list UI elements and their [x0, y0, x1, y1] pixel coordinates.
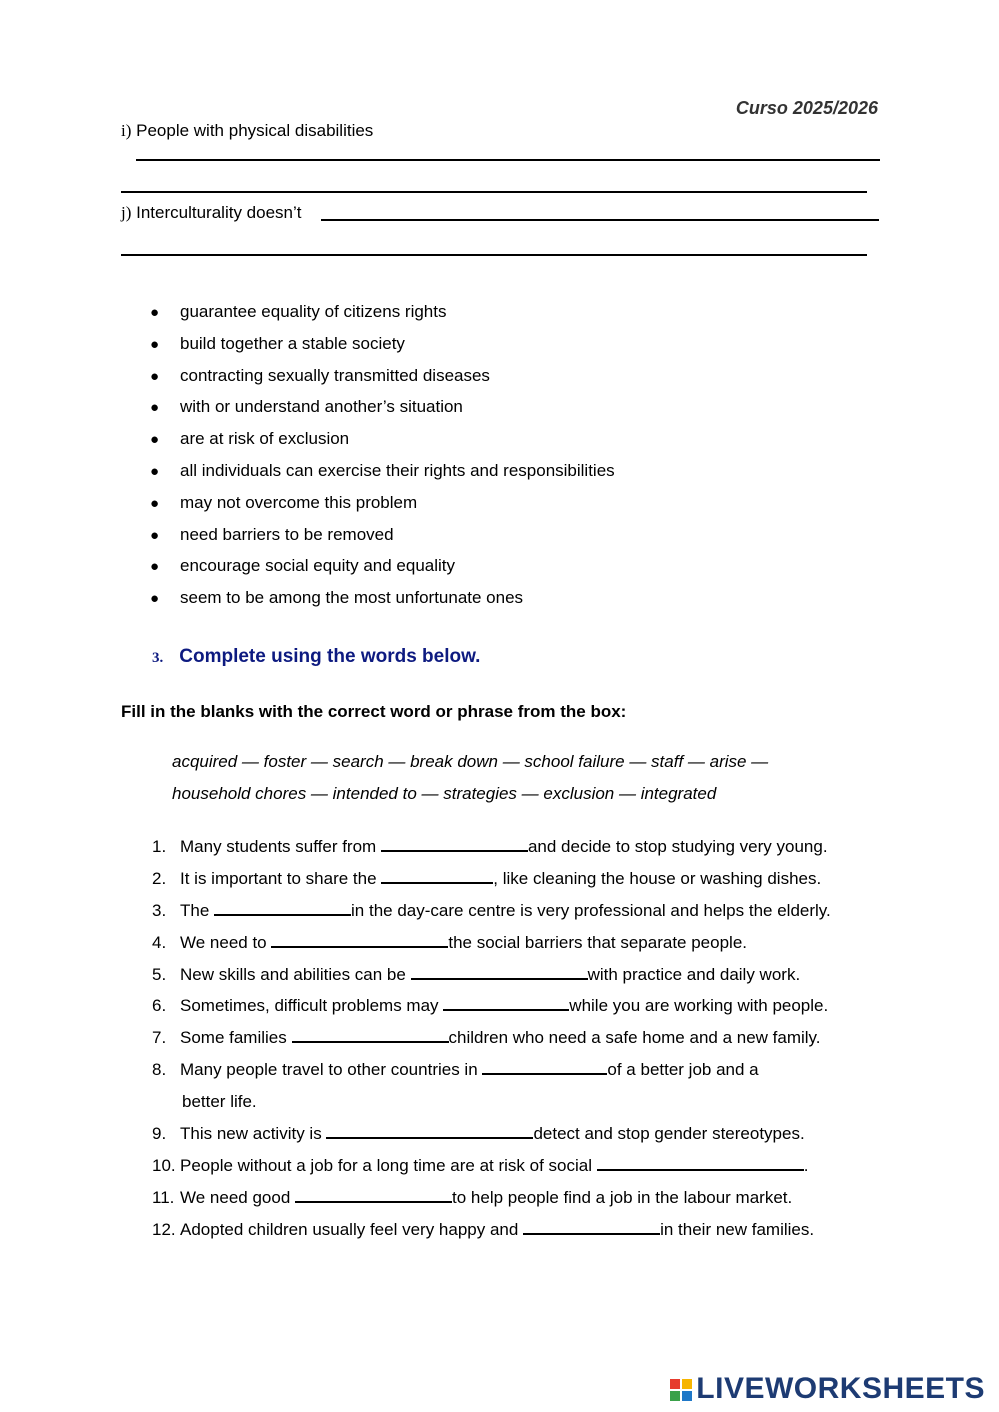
blank-input[interactable]: [523, 1219, 660, 1235]
question-text: Interculturality doesn’t: [136, 203, 302, 222]
blank-input[interactable]: [214, 900, 351, 916]
word-box-line-2: household chores — intended to — strategies — exclusion — integrated: [172, 784, 717, 803]
list-item: ● all individuals can exercise their rights and responsibilities: [150, 460, 615, 480]
sentence-endings-list: [150, 296, 615, 614]
list-item: ● seem to be among the most unfortunate ones: [150, 588, 524, 608]
question-text: People with physical disabilities: [136, 121, 374, 140]
answer-line[interactable]: [121, 254, 867, 256]
list-item: ● need barriers to be removed: [150, 524, 394, 544]
exercise-item: 1. Many students suffer from and decide to stop studying very young.: [152, 837, 828, 856]
section-number: 3.: [152, 650, 164, 666]
exercise-item: 7. Some families children who need a safe home and a new family.: [152, 1028, 821, 1048]
blank-input[interactable]: [597, 1155, 804, 1171]
question-j: [121, 203, 302, 223]
answer-line[interactable]: [121, 191, 867, 193]
exercise-item: 9. This new activity is detect and stop gender stereotypes.: [152, 1124, 805, 1144]
blank-input[interactable]: [271, 932, 448, 948]
question-letter: i): [121, 121, 132, 140]
exercise-list: [152, 831, 831, 1246]
instruction: Fill in the blanks with the correct word or phrase from the box:: [121, 702, 627, 721]
question-letter: j): [121, 203, 132, 222]
list-item: ● guarantee equality of citizens rights: [150, 302, 447, 321]
exercise-item: 8. Many people travel to other countries in of a better job and a: [152, 1060, 759, 1080]
blank-input[interactable]: [381, 836, 528, 852]
exercise-item: 3. The in the day-care centre is very professional and helps the elderly.: [152, 900, 831, 920]
blank-input[interactable]: [295, 1187, 452, 1203]
exercise-item: 6. Sometimes, difficult problems may while you are working with people.: [152, 996, 829, 1016]
logo-square: [682, 1379, 692, 1389]
list-item: ● may not overcome this problem: [150, 492, 418, 512]
question-i: [121, 121, 373, 141]
list-item: ● build together a stable society: [150, 333, 405, 353]
exercise-item: 12. Adopted children usually feel very happy and in their new families.: [152, 1219, 815, 1239]
list-item: ● with or understand another’s situation: [150, 397, 463, 417]
list-item: ● encourage social equity and equality: [150, 556, 456, 576]
exercise-item-continuation: better life.: [182, 1092, 257, 1112]
answer-line[interactable]: [136, 159, 880, 161]
section-title: Complete using the words below.: [179, 646, 481, 667]
exercise-item: 10. People without a job for a long time are at risk of social .: [152, 1155, 809, 1175]
answer-line[interactable]: [321, 219, 879, 221]
logo-square: [682, 1391, 692, 1401]
blank-input[interactable]: [381, 868, 493, 884]
blank-input[interactable]: [292, 1027, 449, 1043]
exercise-item: 11. We need good to help people find a job in the labour market.: [152, 1187, 793, 1207]
word-box-line-1: acquired — foster — search — break down — school failure — staff — arise —: [172, 752, 769, 771]
list-item: ● are at risk of exclusion: [150, 429, 350, 449]
logo-squares-icon: [670, 1379, 692, 1401]
exercise-item: 4. We need to the social barriers that separate people.: [152, 932, 747, 952]
blank-input[interactable]: [443, 995, 569, 1011]
logo-text: LIVEWORKSHEETS: [696, 1372, 985, 1405]
list-item: ● contracting sexually transmitted diseases: [150, 365, 490, 385]
blank-input[interactable]: [411, 964, 588, 980]
logo-square: [670, 1391, 680, 1401]
exercise-item: 2. It is important to share the , like cleaning the house or washing dishes.: [152, 868, 822, 888]
section-heading: [152, 646, 480, 668]
blank-input[interactable]: [326, 1123, 533, 1139]
exercise-item: 5. New skills and abilities can be with practice and daily work.: [152, 964, 801, 984]
liveworksheets-logo: [670, 1372, 985, 1406]
logo-square: [670, 1379, 680, 1389]
blank-input[interactable]: [482, 1059, 607, 1075]
course-year: Curso 2025/2026: [735, 98, 878, 118]
